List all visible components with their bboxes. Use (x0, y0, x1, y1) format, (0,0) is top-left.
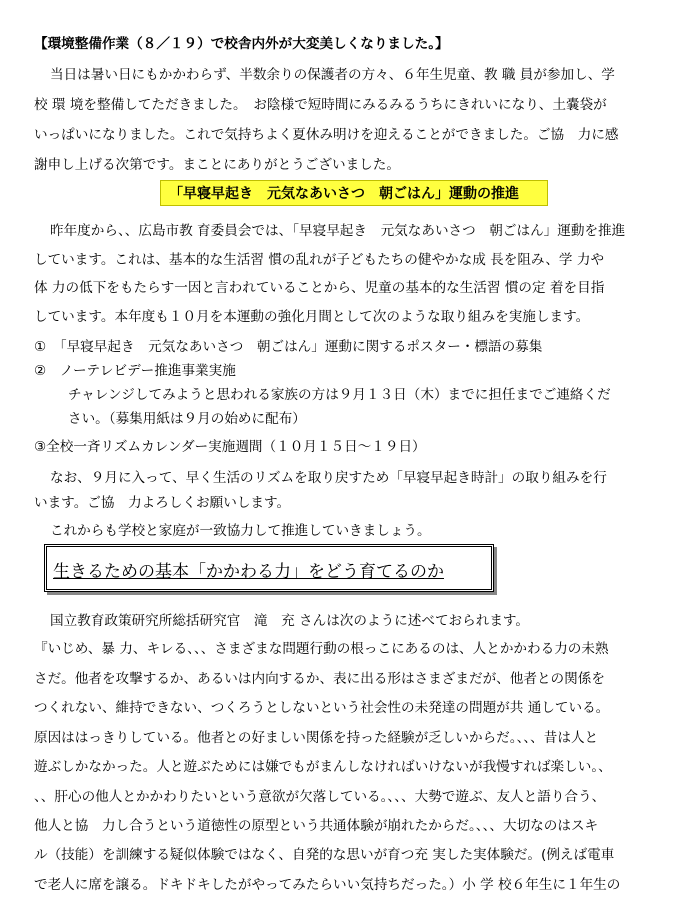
quote-line: 、、肝心の他人とかかわりたいという意欲が欠落している。、、、大勢で遊ぶ、友人と語り合う、 (34, 789, 606, 805)
quote-line: 『いじめ、暴 力、キレる、、、さまざまな問題行動の根っこにあるのは、人とかかわる力の未熟 (34, 641, 609, 657)
list-item: ② ノーテレビデー推進事業実施 (34, 363, 236, 379)
quote-line: ル（技能）を訓練する疑似体験ではなく、自発的な思いが育つ充 実した実体験だ。(例えば電車 (34, 847, 615, 863)
section-heading: 生きるための基本「かかわる力」をどう育てるのか (53, 562, 444, 582)
text-line: 昨年度から、、広島市教 育委員会では、「早寝早起き 元気なあいさつ 朝ごはん」運動を推進 (50, 223, 626, 239)
text-line: 校 環 境を整備してただきました。 お陰様で短時間にみるみるうちにきれいになり、土嚢袋が (34, 97, 607, 113)
quote-line: つくれない、維持できない、つくろうとしないという社会性の未発達の問題が共 通している。 (34, 700, 610, 716)
text-line: 体 力の低下をもたらす一因と言われていることから、児童の基本的な生活習 慣の定 着を目指 (34, 280, 605, 296)
list-item-detail: チャレンジしてみようと思われる家族の方は９月１３日（木）までに担任までご連絡くだ (68, 387, 611, 403)
text-line: しています。これは、基本的な生活習 慣の乱れが子どもたちの健やかな成 長を阻み、学 力や (34, 252, 605, 268)
text-line: 当日は暑い日にもかかわらず、半数余りの保護者の方々、６年生児童、教 職 員が参加し、学 (50, 67, 615, 83)
section-heading-box (44, 544, 494, 592)
quote-line: 原因ははっきりしている。他者との好ましい関係を持った経験が乏しいからだ。、、、昔は人と (34, 730, 599, 746)
text-line: いっぱいになりました。これで気持ちよく夏休み明けを迎えることができました。ご協 力に感 (34, 127, 619, 143)
campaign-banner (160, 180, 548, 206)
text-line: これからも学校と家庭が一致協力して推進していきましょう。 (50, 523, 431, 539)
quote-line: さだ。他者を攻撃するか、あるいは内向するか、表に出る形はさまざまだが、他者との関係を (34, 671, 605, 687)
text-line: います。ご協 力よろしくお願いします。 (34, 495, 291, 511)
list-item-detail: さい。（募集用紙は９月の始めに配布） (68, 411, 306, 427)
page-title: 【環境整備作業（８／１９）で校舎内外が大変美しくなりました。】 (34, 36, 449, 52)
text-line: なお、９月に入って、早く生活のリズムを取り戻すため「早寝早起き時計」の取り組みを行 (50, 470, 607, 486)
quote-line: 遊ぶしかなかった。人と遊ぶためには嫌でもがまんしなければいけないが我慢すれば楽しい。、 (34, 759, 612, 775)
list-item: ③全校一斉リズムカレンダー実施週間（１０月１５日～１９日） (34, 439, 426, 455)
text-line: しています。本年度も１０月を本運動の強化月間として次のような取り組みを実施します。 (34, 309, 590, 325)
intro-line: 国立教育政策研究所総括研究官 滝 充 さんは次のように述べておられます。 (50, 613, 530, 629)
list-item: ① 「早寝早起き 元気なあいさつ 朝ごはん」運動に関するポスター・標語の募集 (34, 339, 543, 355)
quote-line: で老人に席を譲る。ドキドキしたがやってみたらいい気持ちだった。）小 学 校６年生に１年生の (34, 877, 621, 893)
campaign-banner-text: 「早寝早起き 元気なあいさつ 朝ごはん」運動の推進 (169, 186, 519, 202)
text-line: 謝申し上げる次第です。まことにありがとうございました。 (34, 157, 400, 173)
quote-line: 他人と協 力し合うという道徳性の原型という共通体験が崩れたからだ。、、、大切なのはスキ (34, 818, 599, 834)
